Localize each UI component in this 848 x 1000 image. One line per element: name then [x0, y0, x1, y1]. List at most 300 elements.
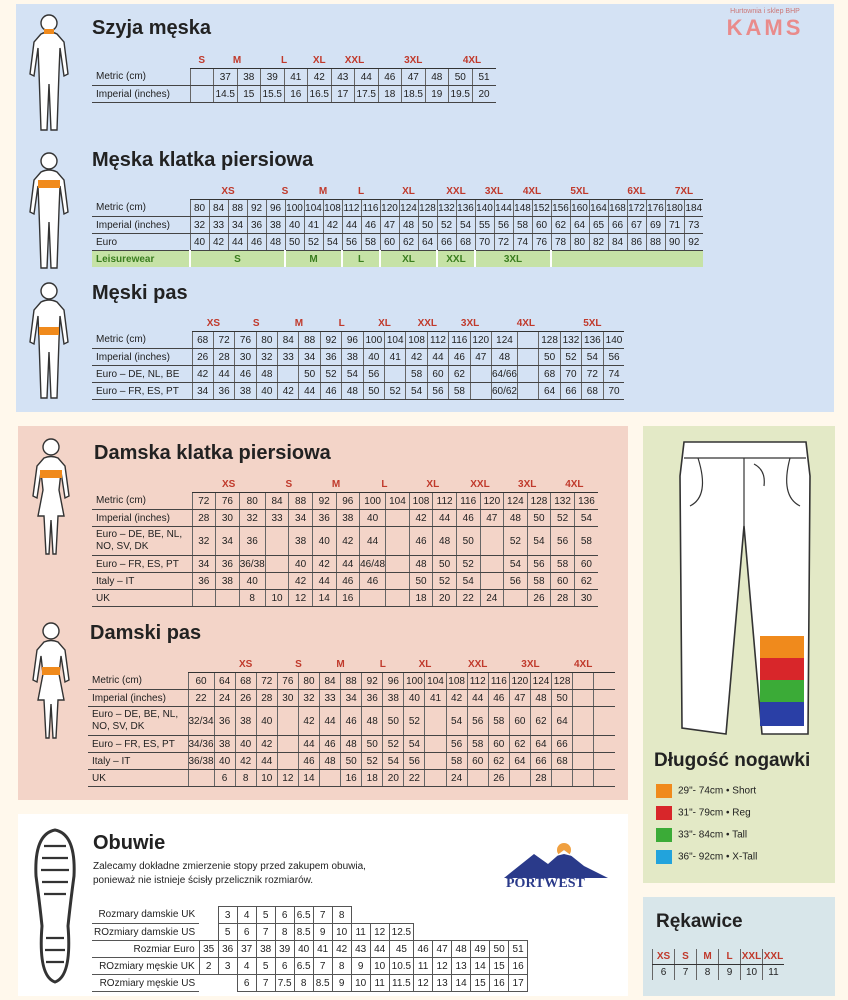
table-cell: 24: [214, 690, 235, 707]
table-cell: 34: [216, 527, 240, 556]
table-cell: 40: [235, 736, 256, 753]
male-figure-neck-icon: [24, 12, 74, 134]
table-cell: 2: [199, 958, 218, 975]
table-cell: 33: [278, 349, 299, 366]
table-cell: [386, 573, 410, 590]
legend-text: 31"- 79cm • Reg: [678, 807, 751, 819]
table-cell: 54: [504, 556, 528, 573]
table-cell: 46: [341, 707, 362, 736]
table-cell: 18: [362, 770, 383, 787]
glove-value: 6: [653, 965, 675, 981]
table-cell: 48: [342, 383, 363, 400]
table-cell: 46: [409, 527, 433, 556]
table-cell: 36: [216, 556, 240, 573]
table-cell: 19: [425, 86, 449, 103]
table-cell: 13: [433, 975, 452, 992]
size-label: XS: [192, 315, 235, 332]
size-label: XXL: [331, 52, 378, 69]
table-cell: 44: [427, 349, 448, 366]
table-cell: 44: [342, 217, 361, 234]
table-cell: 12: [414, 975, 433, 992]
table-cell: 45: [389, 941, 413, 958]
table-cell: 52: [551, 510, 575, 527]
table-cell: [425, 753, 446, 770]
table-cell: 8: [332, 958, 351, 975]
men-neck-title: Szyja męska: [92, 17, 211, 39]
table-cell: 42: [323, 217, 342, 234]
table-cell: 120: [480, 493, 504, 510]
glove-size: XXL: [763, 949, 785, 965]
table-cell: [360, 590, 386, 607]
table-cell: [425, 707, 446, 736]
table-cell: 48: [504, 510, 528, 527]
row-label: Euro – FR, ES, PT: [92, 383, 192, 400]
size-label: XL: [363, 315, 406, 332]
table-cell: 36: [214, 707, 235, 736]
table-cell: [277, 753, 298, 770]
table-cell: 20: [383, 770, 404, 787]
table-cell: 40: [214, 753, 235, 770]
table-row: [92, 217, 703, 234]
leisurewear-size: S: [190, 251, 285, 268]
table-cell: 100: [404, 673, 425, 690]
table-cell: 7: [256, 924, 275, 941]
size-label: S: [277, 656, 319, 673]
table-cell: 128: [527, 493, 551, 510]
table-cell: 66: [437, 234, 456, 251]
table-cell: 73: [684, 217, 703, 234]
table-cell: 50: [527, 510, 551, 527]
table-cell: 68: [552, 753, 573, 770]
table-cell: 108: [409, 493, 433, 510]
table-cell: 62: [551, 217, 570, 234]
row-label: Rozmary damskie UK: [92, 907, 199, 924]
table-cell: 34: [192, 383, 213, 400]
table-cell: 104: [385, 332, 406, 349]
table-cell: 7: [313, 958, 332, 975]
table-cell: 60: [427, 366, 448, 383]
glove-value: 8: [697, 965, 719, 981]
size-header-row: [92, 52, 496, 69]
table-cell: [594, 690, 615, 707]
row-label: Metric (cm): [88, 673, 188, 690]
table-cell: 82: [589, 234, 608, 251]
table-cell: 26: [235, 690, 256, 707]
table-cell: 72: [256, 673, 277, 690]
table-cell: 42: [298, 707, 319, 736]
size-label: 5XL: [551, 183, 608, 200]
size-header-row: [92, 315, 624, 332]
table-cell: 48: [433, 527, 457, 556]
table-cell: [518, 366, 539, 383]
table-cell: 50: [383, 707, 404, 736]
row-label: Imperial (inches): [92, 349, 192, 366]
table-cell: 34: [228, 217, 247, 234]
table-cell: [594, 753, 615, 770]
table-cell: 152: [532, 200, 551, 217]
table-cell: 26: [527, 590, 551, 607]
table-cell: 64: [530, 736, 551, 753]
table-cell: 44: [355, 69, 379, 86]
men-waist-title: Męski pas: [92, 282, 188, 304]
table-cell: 5: [218, 924, 237, 941]
table-cell: 51: [472, 69, 496, 86]
table-cell: 47: [470, 349, 491, 366]
row-label: ROzmiary damskie US: [92, 924, 199, 941]
row-label: ROzmiary męskie UK: [92, 958, 199, 975]
table-cell: 60: [509, 707, 530, 736]
table-cell: 68: [539, 366, 560, 383]
table-cell: 47: [480, 510, 504, 527]
table-cell: 64: [552, 707, 573, 736]
table-cell: 96: [266, 200, 285, 217]
table-cell: 54: [456, 573, 480, 590]
table-row: [92, 234, 703, 251]
table-cell: 136: [456, 200, 475, 217]
brand-name: KAMS: [726, 15, 804, 40]
table-cell: 42: [235, 753, 256, 770]
table-cell: 65: [589, 217, 608, 234]
table-cell: 52: [383, 736, 404, 753]
table-cell: 88: [228, 200, 247, 217]
table-cell: 16.5: [308, 86, 332, 103]
table-cell: 52: [560, 349, 581, 366]
table-cell: 38: [383, 690, 404, 707]
table-cell: 34: [341, 690, 362, 707]
women-waist-table: [88, 656, 615, 787]
table-cell: 30: [277, 690, 298, 707]
table-cell: 88: [646, 234, 665, 251]
table-cell: 42: [409, 510, 433, 527]
table-cell: 42: [406, 349, 427, 366]
table-cell: 47: [433, 941, 452, 958]
table-cell: [386, 590, 410, 607]
table-cell: 44: [312, 573, 336, 590]
table-cell: 5: [256, 958, 275, 975]
table-cell: 22: [188, 690, 214, 707]
brand-logo: [700, 8, 830, 48]
table-cell: 32: [239, 510, 265, 527]
table-cell: 16: [490, 975, 509, 992]
table-cell: 58: [551, 556, 575, 573]
table-cell: 52: [385, 383, 406, 400]
table-cell: 40: [285, 217, 304, 234]
table-cell: 70: [603, 383, 624, 400]
table-cell: 40: [312, 527, 336, 556]
row-label: Imperial (inches): [88, 690, 188, 707]
table-cell: 39: [275, 941, 294, 958]
table-cell: 58: [488, 707, 509, 736]
table-cell: 48: [362, 707, 383, 736]
table-cell: 11: [414, 958, 433, 975]
header-spacer: [92, 476, 192, 493]
table-cell: 54: [404, 736, 425, 753]
leisurewear-row: [92, 251, 703, 268]
table-cell: 54: [406, 383, 427, 400]
leisurewear-label: Leisurewear: [92, 251, 190, 268]
table-cell: [370, 907, 389, 924]
table-cell: 180: [665, 200, 684, 217]
legend-text: 29"- 74cm • Short: [678, 785, 757, 797]
table-cell: 46: [298, 753, 319, 770]
table-row: [88, 736, 615, 753]
table-cell: 124: [504, 493, 528, 510]
table-cell: 40: [256, 707, 277, 736]
table-cell: 62: [488, 753, 509, 770]
table-cell: 54: [456, 217, 475, 234]
table-cell: 42: [336, 527, 360, 556]
table-cell: 116: [361, 200, 380, 217]
size-label: S: [266, 183, 304, 200]
table-cell: 20: [433, 590, 457, 607]
table-cell: 42: [289, 573, 313, 590]
portwest-mountain-icon: [504, 840, 608, 878]
table-cell: 28: [213, 349, 234, 366]
table-cell: 17.5: [355, 86, 379, 103]
table-cell: 54: [323, 234, 342, 251]
table-cell: 80: [190, 200, 209, 217]
table-cell: [480, 573, 504, 590]
table-row: [92, 493, 598, 510]
table-cell: 48: [409, 556, 433, 573]
table-cell: 46: [360, 573, 386, 590]
table-row: [88, 690, 615, 707]
table-cell: 132: [437, 200, 456, 217]
table-cell: 48: [452, 941, 471, 958]
table-cell: 12: [277, 770, 298, 787]
table-cell: 84: [320, 673, 341, 690]
table-cell: 32: [190, 217, 209, 234]
table-cell: 14: [298, 770, 319, 787]
size-label: XL: [308, 52, 332, 69]
glove-value: 11: [763, 965, 785, 981]
glove-size: M: [697, 949, 719, 965]
leisurewear-size: 3XL: [475, 251, 551, 268]
row-label: Imperial (inches): [92, 510, 192, 527]
table-cell: 44: [256, 753, 277, 770]
table-cell: 8.5: [294, 924, 313, 941]
table-cell: [509, 770, 530, 787]
shoe-sole-icon: [30, 826, 80, 986]
table-cell: [470, 383, 491, 400]
table-cell: 36: [312, 510, 336, 527]
table-cell: 62: [509, 736, 530, 753]
table-cell: 62: [574, 573, 598, 590]
size-label: 3XL: [378, 52, 449, 69]
table-cell: 33: [265, 510, 289, 527]
row-label: Euro – DE, BE, NL, NO, SV, DK: [92, 527, 192, 556]
table-cell: 7: [313, 907, 332, 924]
women-chest-title: Damska klatka piersiowa: [94, 442, 331, 464]
table-cell: 64: [214, 673, 235, 690]
table-cell: 71: [665, 217, 684, 234]
table-cell: 96: [336, 493, 360, 510]
table-cell: 36/38: [188, 753, 214, 770]
table-cell: 14.5: [214, 86, 238, 103]
table-row: [92, 349, 624, 366]
shoe-title: Obuwie: [93, 832, 166, 854]
table-cell: [573, 690, 594, 707]
size-label: M: [304, 183, 342, 200]
table-cell: 80: [239, 493, 265, 510]
size-label: XL: [380, 183, 437, 200]
table-cell: 36: [213, 383, 234, 400]
table-cell: 40: [294, 941, 313, 958]
table-cell: 88: [341, 673, 362, 690]
table-row: [92, 907, 528, 924]
table-cell: 52: [404, 707, 425, 736]
table-cell: 116: [449, 332, 470, 349]
table-cell: 42: [332, 941, 351, 958]
table-cell: 14: [452, 975, 471, 992]
size-header-row: [88, 656, 615, 673]
table-cell: 8: [275, 924, 294, 941]
glove-value: 7: [675, 965, 697, 981]
table-cell: 56: [446, 736, 467, 753]
table-cell: 52: [437, 217, 456, 234]
table-cell: 54: [582, 349, 603, 366]
table-cell: 124: [530, 673, 551, 690]
table-cell: 108: [446, 673, 467, 690]
table-cell: 40: [239, 573, 265, 590]
table-cell: 66: [560, 383, 581, 400]
table-cell: 84: [209, 200, 228, 217]
table-cell: 32: [256, 349, 277, 366]
table-cell: 88: [299, 332, 320, 349]
table-cell: 66: [552, 736, 573, 753]
table-cell: 74: [603, 366, 624, 383]
size-label: 5XL: [560, 315, 624, 332]
table-cell: 34: [192, 556, 216, 573]
table-cell: [277, 736, 298, 753]
row-label: Metric (cm): [92, 493, 192, 510]
size-label: M: [214, 52, 261, 69]
table-cell: 36: [362, 690, 383, 707]
table-cell: [518, 332, 539, 349]
table-cell: [573, 673, 594, 690]
table-cell: 22: [456, 590, 480, 607]
table-cell: 10: [265, 590, 289, 607]
leg-length-legend-item: [656, 828, 747, 842]
table-cell: 56: [467, 707, 488, 736]
table-cell: 70: [475, 234, 494, 251]
table-cell: 86: [627, 234, 646, 251]
table-cell: 104: [304, 200, 323, 217]
table-cell: [425, 736, 446, 753]
table-cell: 54: [527, 527, 551, 556]
table-cell: 42: [278, 383, 299, 400]
table-cell: 58: [467, 736, 488, 753]
table-cell: 49: [471, 941, 490, 958]
table-cell: [386, 510, 410, 527]
table-cell: 9: [313, 924, 332, 941]
table-cell: 50: [456, 527, 480, 556]
row-label: Euro – DE, BE, NL, NO, SV, DK: [88, 707, 188, 736]
table-cell: 112: [433, 493, 457, 510]
women-chest-table: [92, 476, 598, 607]
table-cell: 100: [363, 332, 384, 349]
table-row: [92, 975, 528, 992]
table-cell: [277, 707, 298, 736]
table-cell: 66: [608, 217, 627, 234]
table-cell: 172: [627, 200, 646, 217]
table-cell: 15: [471, 975, 490, 992]
size-label: M: [312, 476, 359, 493]
table-cell: 112: [342, 200, 361, 217]
leg-length-legend-item: [656, 784, 756, 798]
table-cell: 40: [190, 234, 209, 251]
table-cell: 50: [490, 941, 509, 958]
table-cell: 38: [235, 383, 256, 400]
table-cell: 50: [539, 349, 560, 366]
table-cell: 34/36: [188, 736, 214, 753]
row-label: UK: [92, 590, 192, 607]
table-cell: 48: [320, 753, 341, 770]
table-cell: 76: [532, 234, 551, 251]
table-cell: [414, 924, 433, 941]
table-cell: [265, 573, 289, 590]
table-cell: 44: [228, 234, 247, 251]
table-cell: 52: [362, 753, 383, 770]
header-spacer: [88, 656, 188, 673]
gloves-size-table: [652, 949, 784, 980]
size-label: [188, 656, 214, 673]
size-label: 6XL: [608, 183, 665, 200]
table-cell: 47: [402, 69, 426, 86]
size-label: M: [320, 656, 362, 673]
table-cell: 54: [383, 753, 404, 770]
table-cell: 50: [299, 366, 320, 383]
table-cell: 48: [399, 217, 418, 234]
table-cell: 176: [646, 200, 665, 217]
table-cell: 72: [494, 234, 513, 251]
table-cell: 41: [304, 217, 323, 234]
table-cell: 116: [488, 673, 509, 690]
table-cell: 96: [383, 673, 404, 690]
table-cell: 47: [380, 217, 399, 234]
table-cell: 43: [331, 69, 355, 86]
table-row: [88, 770, 615, 787]
table-cell: 34: [289, 510, 313, 527]
table-cell: 46: [378, 69, 402, 86]
table-cell: 3: [218, 958, 237, 975]
table-cell: 46: [449, 349, 470, 366]
table-cell: 3: [218, 907, 237, 924]
table-cell: 60: [467, 753, 488, 770]
table-cell: 92: [362, 673, 383, 690]
women-waist-title: Damski pas: [90, 622, 202, 644]
size-label: 7XL: [665, 183, 703, 200]
table-cell: 37: [214, 69, 238, 86]
table-cell: 32: [298, 690, 319, 707]
table-cell: 6.5: [294, 958, 313, 975]
row-label: Italy – IT: [92, 573, 192, 590]
table-cell: [594, 736, 615, 753]
table-cell: 42: [446, 690, 467, 707]
table-cell: 80: [298, 673, 319, 690]
table-cell: 8: [235, 770, 256, 787]
size-label: 4XL: [552, 656, 615, 673]
size-label: XXL: [437, 183, 475, 200]
table-cell: 50: [362, 736, 383, 753]
size-label: XS: [214, 656, 277, 673]
table-cell: 50: [409, 573, 433, 590]
table-cell: 30: [574, 590, 598, 607]
table-cell: 56: [427, 383, 448, 400]
glove-size-row: [653, 949, 785, 965]
table-cell: 9: [351, 958, 370, 975]
table-cell: 50: [341, 753, 362, 770]
